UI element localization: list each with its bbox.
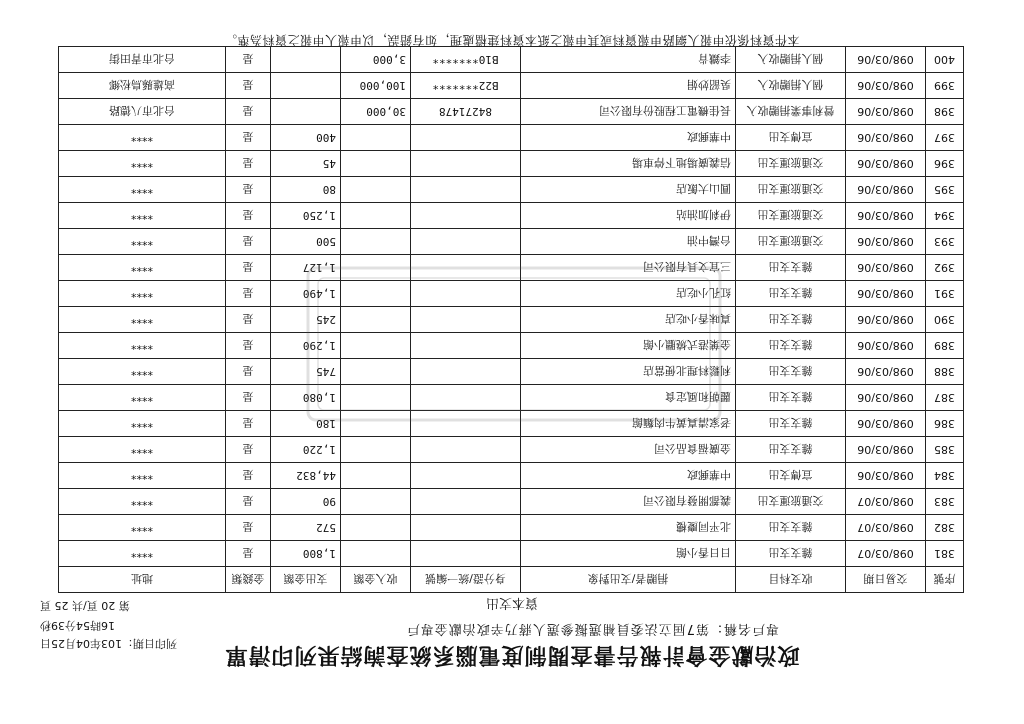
row-party: 圓山大飯店: [521, 177, 736, 203]
row-party: 長佳機電工程股份有限公司: [521, 99, 736, 125]
row-id: 84271478: [411, 99, 521, 125]
row-no: 397: [926, 125, 964, 151]
row-date: 098/03/06: [846, 73, 926, 99]
row-address: ****: [59, 125, 226, 151]
table-row: [59, 541, 964, 567]
row-no: 387: [926, 385, 964, 411]
row-no: 390: [926, 307, 964, 333]
row-party: 老家清真黃牛肉麵館: [521, 411, 736, 437]
row-address: ****: [59, 177, 226, 203]
row-party: 真味香小吃店: [521, 307, 736, 333]
row-no: 385: [926, 437, 964, 463]
row-date: 098/03/06: [846, 307, 926, 333]
row-no: 384: [926, 463, 964, 489]
row-id: [411, 125, 521, 151]
row-expense: 1,250: [271, 203, 341, 229]
row-expense: 245: [271, 307, 341, 333]
ledger-table: [58, 46, 964, 593]
row-income: [341, 411, 411, 437]
row-address: 高雄縣鳥松鄉: [59, 73, 226, 99]
print-time: 16時54分39秒: [40, 619, 115, 632]
row-money: 是: [226, 515, 271, 541]
row-money: 是: [226, 151, 271, 177]
row-money: 是: [226, 99, 271, 125]
row-no: 382: [926, 515, 964, 541]
row-address: 台北市八德路: [59, 99, 226, 125]
table-row: [59, 385, 964, 411]
row-id: [411, 541, 521, 567]
row-category: 雜支支出: [736, 541, 846, 567]
row-id: [411, 229, 521, 255]
row-date: 098/03/06: [846, 281, 926, 307]
row-category: 雜支支出: [736, 281, 846, 307]
footnote: 本件資料係依申報人網路申報資料或其申報之紙本資料建檔處理，如有錯誤，以申報人申報之資料為準。: [224, 33, 800, 47]
row-no: 395: [926, 177, 964, 203]
row-party: 金葉港式燒臘小館: [521, 333, 736, 359]
row-date: 098/03/06: [846, 463, 926, 489]
row-no: 400: [926, 47, 964, 73]
row-income: [341, 177, 411, 203]
row-category: 個人捐贈收入: [736, 73, 846, 99]
row-category: 營利事業捐贈收入: [736, 99, 846, 125]
row-no: 383: [926, 489, 964, 515]
row-expense: 180: [271, 411, 341, 437]
table-row: [59, 125, 964, 151]
row-party: 伊剎加油站: [521, 203, 736, 229]
row-party: 利鬆料理北便當店: [521, 359, 736, 385]
row-expense: 1,220: [271, 437, 341, 463]
col-header-date: 交易日期: [846, 567, 926, 593]
row-address: ****: [59, 307, 226, 333]
row-party: 李鐵肯: [521, 47, 736, 73]
row-party: 三宜文具有限公司: [521, 255, 736, 281]
row-no: 389: [926, 333, 964, 359]
row-no: 399: [926, 73, 964, 99]
table-row: [59, 203, 964, 229]
row-money: 是: [226, 437, 271, 463]
row-income: [341, 151, 411, 177]
row-category: 雜支支出: [736, 333, 846, 359]
col-header-id: 身分證/統一編號: [411, 567, 521, 593]
row-income: [341, 489, 411, 515]
row-id: [411, 411, 521, 437]
row-no: 381: [926, 541, 964, 567]
table-row: [59, 359, 964, 385]
row-no: 398: [926, 99, 964, 125]
row-no: 396: [926, 151, 964, 177]
row-date: 098/03/06: [846, 203, 926, 229]
row-date: 098/03/06: [846, 333, 926, 359]
row-id: B10*******: [411, 47, 521, 73]
row-money: 是: [226, 385, 271, 411]
row-income: [341, 359, 411, 385]
row-expense: 1,127: [271, 255, 341, 281]
row-money: 是: [226, 255, 271, 281]
ledger-body: [59, 47, 964, 567]
row-address: ****: [59, 463, 226, 489]
row-address: ****: [59, 411, 226, 437]
row-category: 個人捐贈收入: [736, 47, 846, 73]
row-date: 098/03/06: [846, 99, 926, 125]
row-address: 台北市青田街: [59, 47, 226, 73]
row-expense: 400: [271, 125, 341, 151]
row-income: [341, 515, 411, 541]
row-category: 雜支支出: [736, 385, 846, 411]
row-date: 098/03/06: [846, 359, 926, 385]
document-title: 政治獻金會計報告書查閱制度電腦系統查詢結果列印清單: [224, 642, 800, 667]
row-income: [341, 437, 411, 463]
row-money: 是: [226, 411, 271, 437]
account-name: 專戶名稱：第7屆立法委員補選擬參選人蔣乃辛政治獻金專戶: [405, 621, 779, 636]
row-expense: [271, 73, 341, 99]
row-expense: 745: [271, 359, 341, 385]
row-expense: 500: [271, 229, 341, 255]
row-address: ****: [59, 151, 226, 177]
row-income: [341, 541, 411, 567]
row-income: 3,000: [341, 47, 411, 73]
row-party: 麗朝和風定食: [521, 385, 736, 411]
row-address: ****: [59, 229, 226, 255]
row-money: 是: [226, 177, 271, 203]
table-row: [59, 99, 964, 125]
table-row: [59, 281, 964, 307]
row-income: [341, 385, 411, 411]
col-header-money: 金錢類: [226, 567, 271, 593]
table-row: [59, 177, 964, 203]
row-address: ****: [59, 541, 226, 567]
row-date: 098/03/06: [846, 151, 926, 177]
row-date: 098/03/06: [846, 229, 926, 255]
row-id: [411, 437, 521, 463]
row-id: [411, 255, 521, 281]
row-category: 雜支支出: [736, 411, 846, 437]
row-date: 098/03/06: [846, 411, 926, 437]
col-header-income: 收入金額: [341, 567, 411, 593]
col-header-category: 收支科目: [736, 567, 846, 593]
row-party: 金廣福食品公司: [521, 437, 736, 463]
row-date: 098/03/07: [846, 515, 926, 541]
row-income: [341, 281, 411, 307]
table-row: [59, 463, 964, 489]
row-money: 是: [226, 47, 271, 73]
row-id: [411, 203, 521, 229]
row-category: 交通旅運支出: [736, 151, 846, 177]
row-party: 日日香小館: [521, 541, 736, 567]
table-header-row: [59, 567, 964, 593]
table-row: [59, 437, 964, 463]
row-date: 098/03/07: [846, 489, 926, 515]
table-row: [59, 515, 964, 541]
row-expense: 44,832: [271, 463, 341, 489]
col-header-no: 序號: [926, 567, 964, 593]
row-id: [411, 333, 521, 359]
row-party: 中華郵政: [521, 463, 736, 489]
row-money: 是: [226, 73, 271, 99]
row-money: 是: [226, 489, 271, 515]
row-address: ****: [59, 515, 226, 541]
row-id: [411, 281, 521, 307]
row-category: 交通旅運支出: [736, 203, 846, 229]
row-party: 義都開發有限公司: [521, 489, 736, 515]
row-date: 098/03/06: [846, 47, 926, 73]
row-category: 交通旅運支出: [736, 489, 846, 515]
row-address: ****: [59, 359, 226, 385]
table-row: [59, 411, 964, 437]
row-address: ****: [59, 333, 226, 359]
table-row: [59, 255, 964, 281]
row-date: 098/03/06: [846, 255, 926, 281]
row-id: [411, 489, 521, 515]
row-id: [411, 151, 521, 177]
row-income: [341, 255, 411, 281]
col-header-expense: 支出金額: [271, 567, 341, 593]
row-address: ****: [59, 203, 226, 229]
table-row: [59, 333, 964, 359]
row-party: 中華郵政: [521, 125, 736, 151]
row-expense: 80: [271, 177, 341, 203]
print-date: 列印日期：103年04月25日: [40, 637, 177, 650]
row-money: 是: [226, 333, 271, 359]
table-row: [59, 307, 964, 333]
table-row: [59, 489, 964, 515]
row-income: [341, 229, 411, 255]
row-no: 393: [926, 229, 964, 255]
table-row: [59, 151, 964, 177]
row-money: 是: [226, 359, 271, 385]
row-expense: 45: [271, 151, 341, 177]
row-money: 是: [226, 463, 271, 489]
row-money: 是: [226, 203, 271, 229]
row-address: ****: [59, 489, 226, 515]
row-no: 392: [926, 255, 964, 281]
row-money: 是: [226, 125, 271, 151]
row-expense: [271, 99, 341, 125]
row-category: 雜支支出: [736, 359, 846, 385]
row-party: 北平同慶樓: [521, 515, 736, 541]
row-expense: 1,080: [271, 385, 341, 411]
row-income: 100,000: [341, 73, 411, 99]
row-category: 宣傳支出: [736, 125, 846, 151]
row-category: 交通旅運支出: [736, 177, 846, 203]
row-category: 雜支支出: [736, 437, 846, 463]
row-income: [341, 307, 411, 333]
row-money: 是: [226, 229, 271, 255]
row-date: 098/03/06: [846, 385, 926, 411]
row-money: 是: [226, 541, 271, 567]
row-party: 紅孔小吃店: [521, 281, 736, 307]
col-header-address: 地址: [59, 567, 226, 593]
row-date: 098/03/07: [846, 541, 926, 567]
row-address: ****: [59, 281, 226, 307]
row-category: 雜支支出: [736, 255, 846, 281]
row-expense: 572: [271, 515, 341, 541]
row-income: [341, 203, 411, 229]
row-expense: [271, 47, 341, 73]
row-id: B22*******: [411, 73, 521, 99]
row-income: [341, 463, 411, 489]
row-id: [411, 307, 521, 333]
row-expense: 1,800: [271, 541, 341, 567]
row-no: 386: [926, 411, 964, 437]
row-party: 台灣中油: [521, 229, 736, 255]
row-income: [341, 333, 411, 359]
row-id: [411, 463, 521, 489]
row-income: 30,000: [341, 99, 411, 125]
row-category: 雜支支出: [736, 515, 846, 541]
row-category: 交通旅運支出: [736, 229, 846, 255]
row-party: 吳韶妙娟: [521, 73, 736, 99]
table-row: [59, 73, 964, 99]
row-expense: 1,490: [271, 281, 341, 307]
row-id: [411, 177, 521, 203]
row-income: [341, 125, 411, 151]
row-party: 信義廣場地下停車場: [521, 151, 736, 177]
row-expense: 1,290: [271, 333, 341, 359]
row-address: ****: [59, 255, 226, 281]
row-money: 是: [226, 281, 271, 307]
row-date: 098/03/06: [846, 437, 926, 463]
row-address: ****: [59, 385, 226, 411]
row-id: [411, 515, 521, 541]
row-id: [411, 359, 521, 385]
page-info: 第 20 頁/共 25 頁: [40, 599, 130, 612]
row-money: 是: [226, 307, 271, 333]
row-date: 098/03/06: [846, 177, 926, 203]
row-no: 391: [926, 281, 964, 307]
row-address: ****: [59, 437, 226, 463]
row-date: 098/03/06: [846, 125, 926, 151]
row-expense: 90: [271, 489, 341, 515]
row-category: 宣傳支出: [736, 463, 846, 489]
col-header-party: 捐贈者/支出對象: [521, 567, 736, 593]
row-id: [411, 385, 521, 411]
row-no: 388: [926, 359, 964, 385]
section-title: 資本支出: [486, 595, 539, 610]
table-row: [59, 47, 964, 73]
table-row: [59, 229, 964, 255]
row-category: 雜支支出: [736, 307, 846, 333]
row-no: 394: [926, 203, 964, 229]
